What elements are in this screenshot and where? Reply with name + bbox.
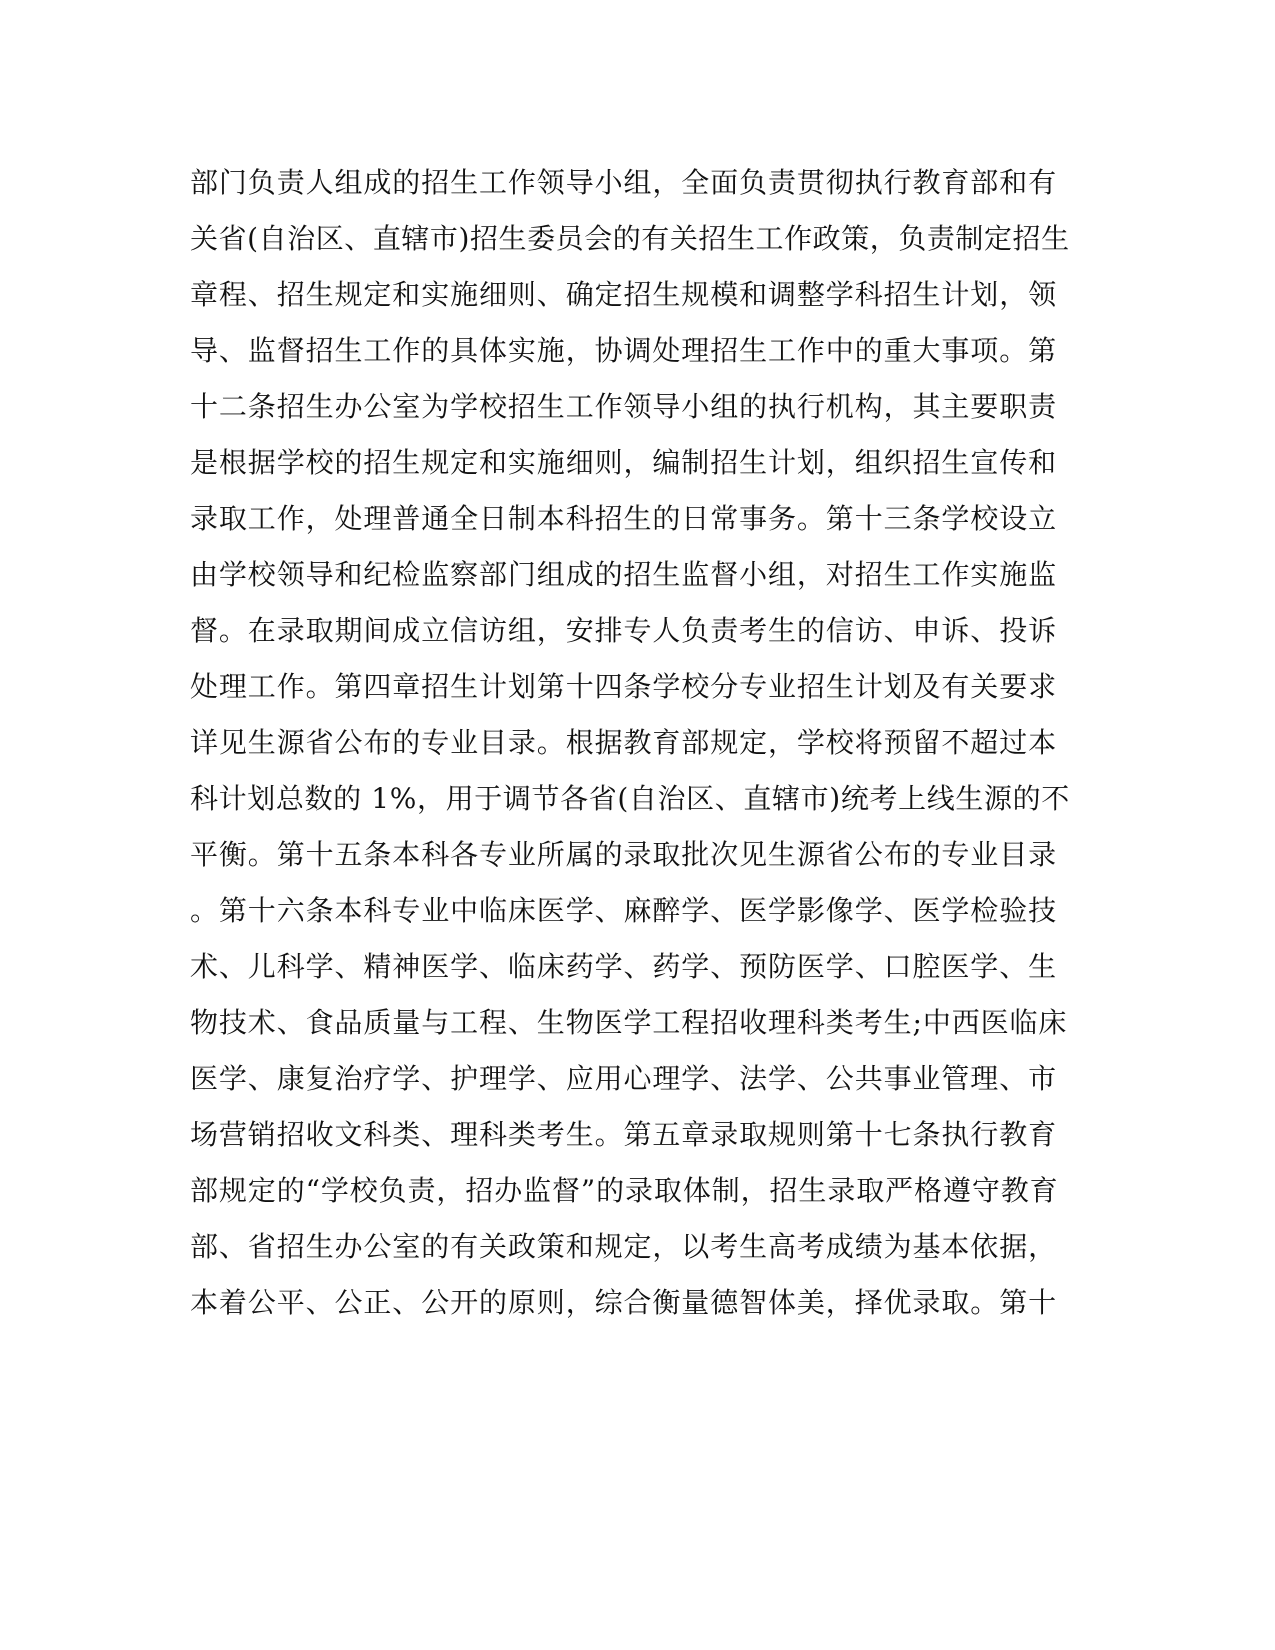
text-line: 督。在录取期间成立信访组，安排专人负责考生的信访、申诉、投诉 [190, 614, 1058, 647]
text-line: 由学校领导和纪检监察部门组成的招生监督小组，对招生工作实施监 [190, 558, 1058, 591]
text-line: 本着公平、公正、公开的原则，综合衡量德智体美，择优录取。第十 [190, 1286, 1058, 1319]
text-line: 章程、招生规定和实施细则、确定招生规模和调整学科招生计划，领 [190, 278, 1058, 311]
text-line: 录取工作，处理普通全日制本科招生的日常事务。第十三条学校设立 [190, 502, 1058, 535]
text-line: 科计划总数的 1%，用于调节各省(自治区、直辖市)统考上线生源的不 [190, 782, 1070, 815]
text-line: 部规定的“学校负责，招办监督”的录取体制，招生录取严格遵守教育 [190, 1174, 1059, 1207]
text-line: 详见生源省公布的专业目录。根据教育部规定，学校将预留不超过本 [190, 726, 1058, 759]
text-line: 平衡。第十五条本科各专业所属的录取批次见生源省公布的专业目录 [190, 838, 1058, 871]
text-line: 部、省招生办公室的有关政策和规定，以考生高考成绩为基本依据， [190, 1230, 1058, 1263]
text-line: 处理工作。第四章招生计划第十四条学校分专业招生计划及有关要求 [190, 670, 1058, 703]
text-line: 。第十六条本科专业中临床医学、麻醉学、医学影像学、医学检验技 [190, 894, 1058, 927]
text-line: 术、儿科学、精神医学、临床药学、药学、预防医学、口腔医学、生 [190, 950, 1058, 983]
text-line: 导、监督招生工作的具体实施，协调处理招生工作中的重大事项。第 [190, 334, 1058, 367]
text-line: 是根据学校的招生规定和实施细则，编制招生计划，组织招生宣传和 [190, 446, 1058, 479]
text-line: 场营销招收文科类、理科类考生。第五章录取规则第十七条执行教育 [190, 1118, 1058, 1151]
text-line: 关省(自治区、直辖市)招生委员会的有关招生工作政策，负责制定招生 [190, 222, 1070, 255]
text-line: 医学、康复治疗学、护理学、应用心理学、法学、公共事业管理、市 [190, 1062, 1058, 1095]
text-line: 物技术、食品质量与工程、生物医学工程招收理科类考生;中西医临床 [190, 1006, 1068, 1039]
text-line: 十二条招生办公室为学校招生工作领导小组的执行机构，其主要职责 [190, 390, 1058, 423]
text-line: 部门负责人组成的招生工作领导小组，全面负责贯彻执行教育部和有 [190, 166, 1058, 199]
